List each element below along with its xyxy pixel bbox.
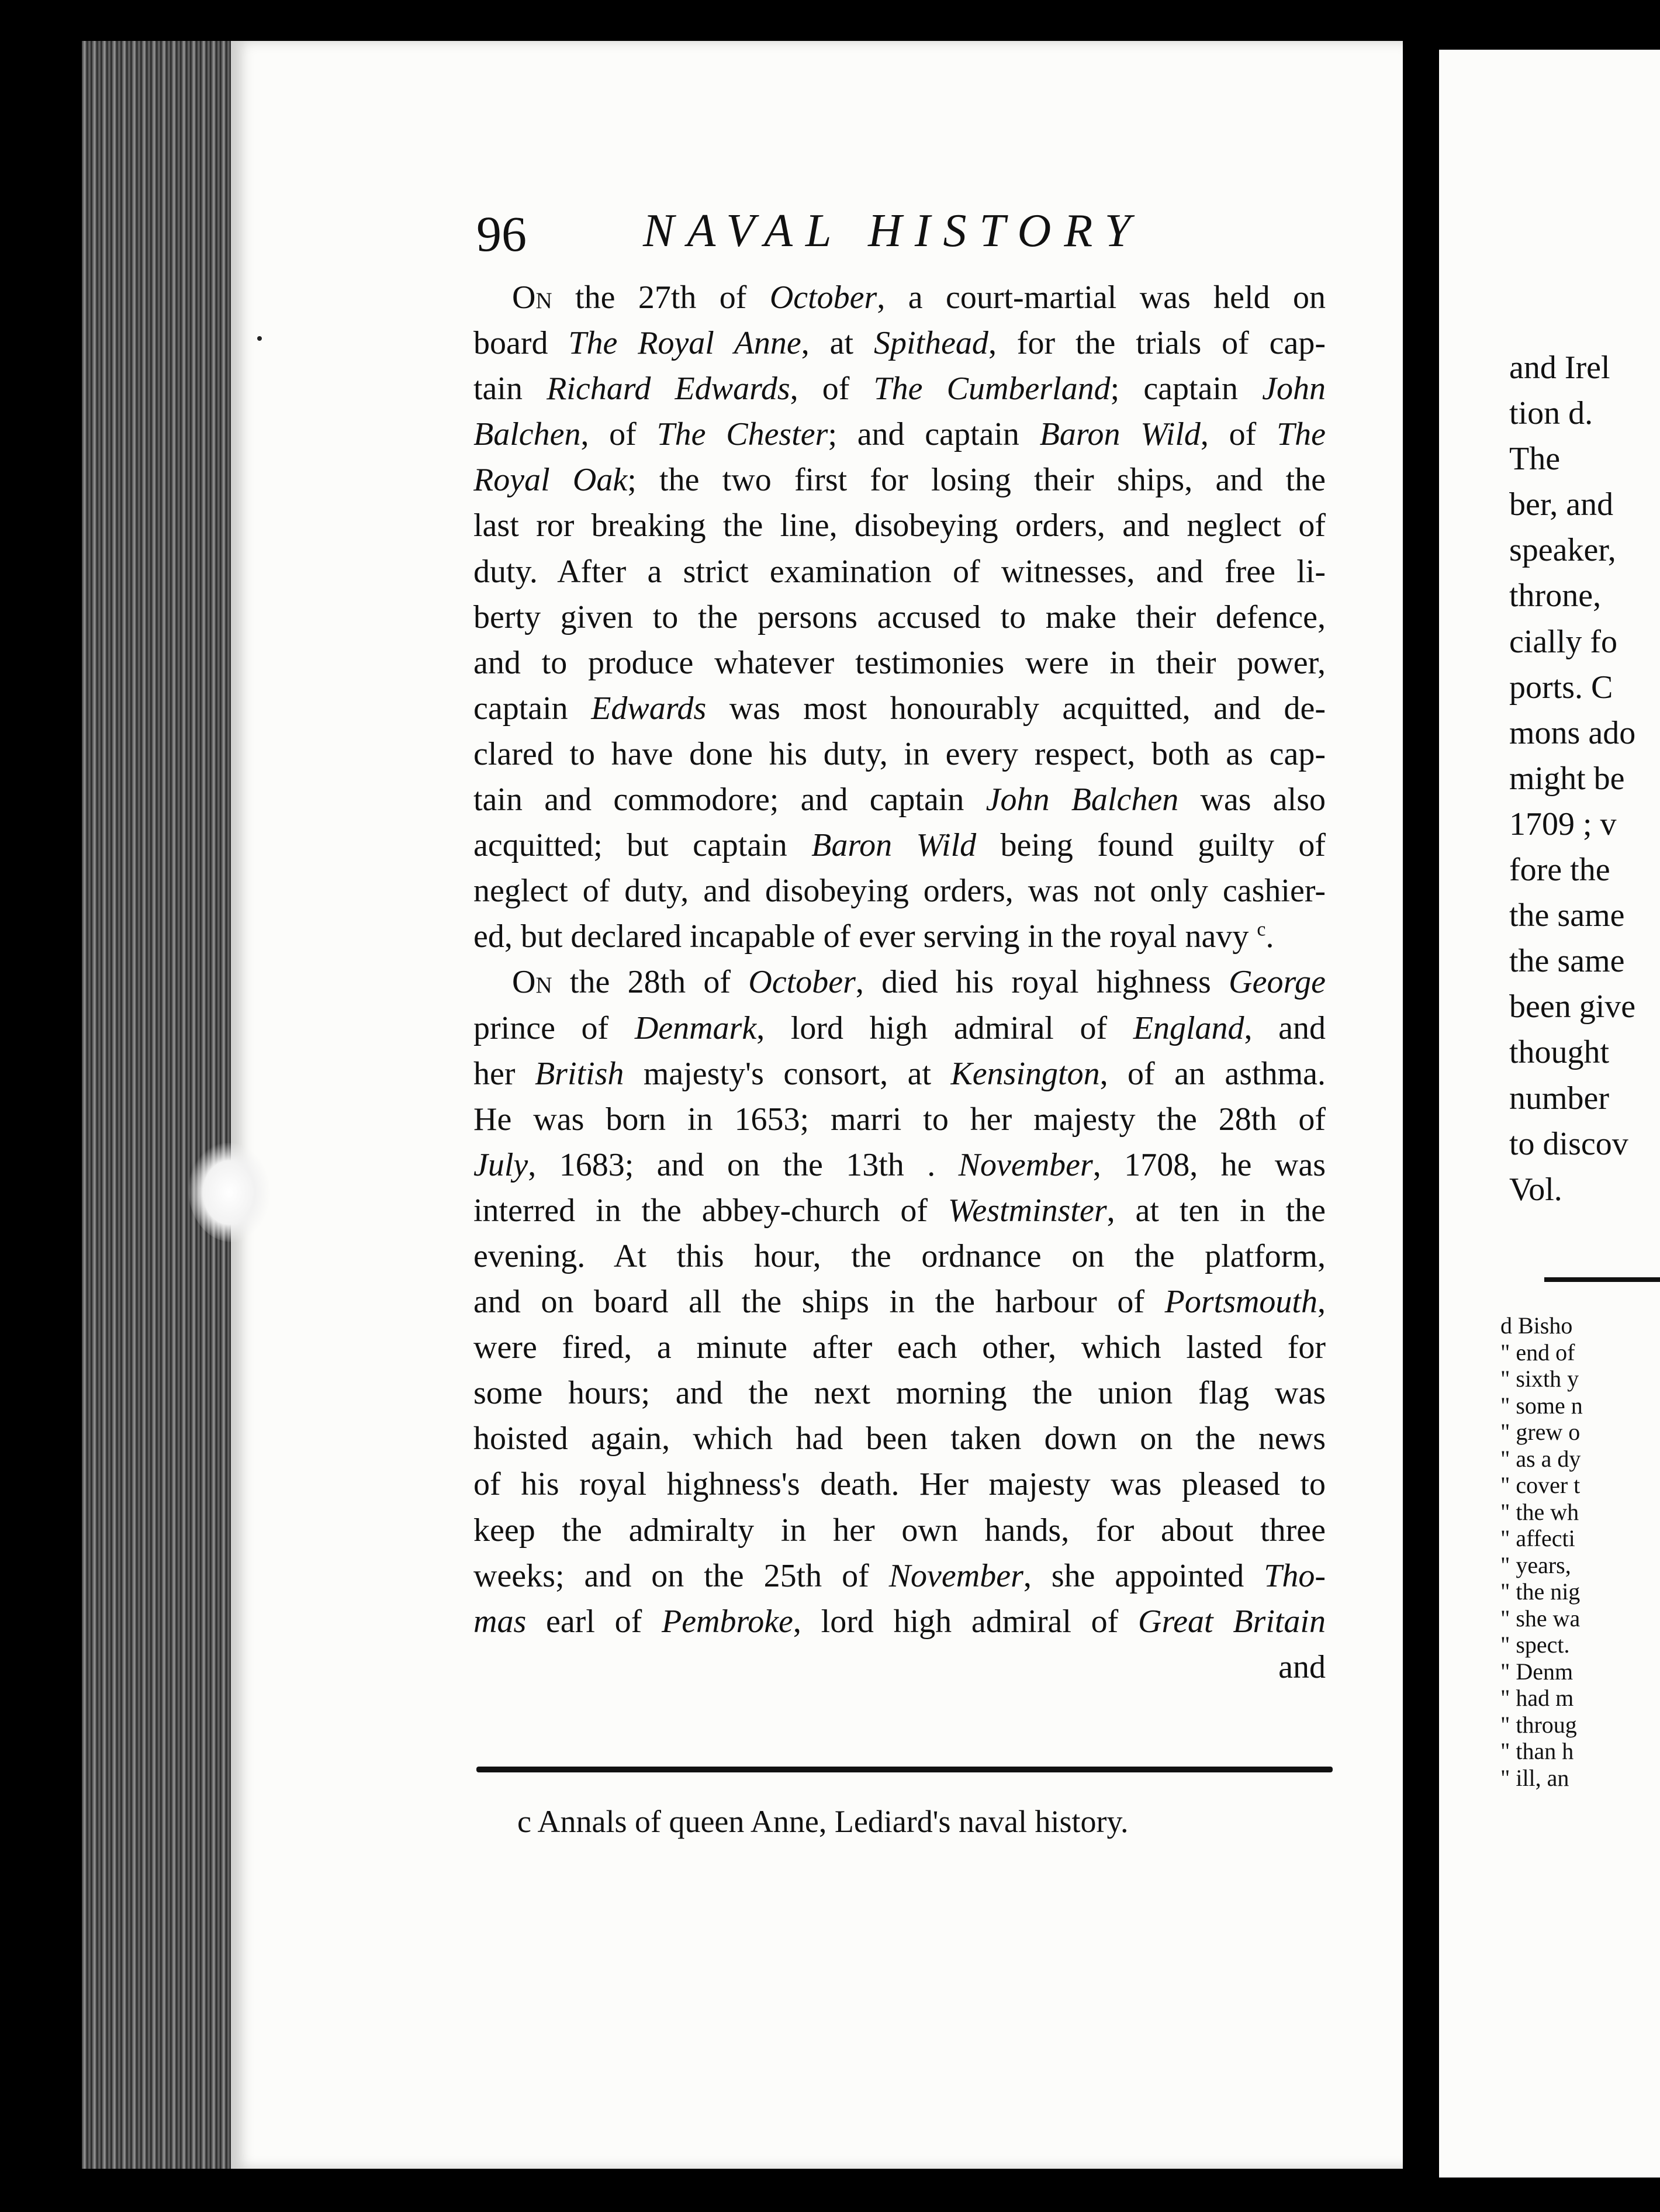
right-page-line: tion d. bbox=[1509, 395, 1593, 432]
text-run: ; captain bbox=[1110, 371, 1263, 407]
text-run: weeks; and on the 25th of bbox=[473, 1557, 889, 1594]
text-run: were fired, a minute after each other, which lasted for bbox=[473, 1329, 1326, 1366]
text-run: majesty's consort, at bbox=[624, 1055, 951, 1092]
text-run: captain bbox=[473, 690, 592, 727]
text-line bbox=[473, 1279, 1326, 1325]
right-page-footnotes bbox=[1500, 1312, 1660, 1791]
text-run: earl of bbox=[526, 1603, 662, 1640]
right-page-note-line: " affecti bbox=[1500, 1525, 1575, 1551]
text-run: , a court-martial was held on bbox=[877, 279, 1326, 316]
text-run: , at bbox=[801, 325, 874, 362]
text-run: ed, but declared incapable of ever serving in the royal navy bbox=[473, 918, 1257, 955]
right-page-note-line: " Denm bbox=[1500, 1658, 1573, 1685]
text-run: On bbox=[512, 964, 552, 1001]
right-page-note-line: " cover t bbox=[1500, 1472, 1581, 1498]
text-line bbox=[473, 731, 1326, 777]
text-run: , for the trials of cap- bbox=[988, 325, 1326, 362]
right-page-line: might be bbox=[1509, 760, 1625, 797]
text-run: ; the two first for losing their ships, and the bbox=[627, 462, 1326, 499]
text-run: and on board all the ships in the harbour of bbox=[473, 1284, 1165, 1321]
right-page-line: the same bbox=[1509, 943, 1625, 980]
text-run: keep the admiralty in her own hands, for about three bbox=[473, 1512, 1326, 1549]
text-line bbox=[473, 1599, 1326, 1644]
italic-run: The Chester bbox=[656, 416, 828, 453]
italic-run: Edwards bbox=[591, 690, 707, 727]
italic-run: Richard Edwards bbox=[547, 371, 790, 407]
page-gutter bbox=[1403, 0, 1439, 2212]
text-run: clared to have done his duty, in every respect, both as cap- bbox=[473, 735, 1326, 772]
text-run: her bbox=[473, 1055, 535, 1092]
text-run: , 1683; and on the 13th . bbox=[528, 1146, 959, 1183]
footnote-marker: c bbox=[1257, 918, 1266, 941]
right-page-line: ber, and bbox=[1509, 486, 1614, 523]
text-run: hoisted again, which had been taken down on the news bbox=[473, 1420, 1326, 1457]
text-run: and bbox=[1278, 1648, 1326, 1685]
text-run: , 1708, he was bbox=[1092, 1146, 1326, 1183]
right-page-line: Vol. bbox=[1509, 1171, 1562, 1208]
text-run: On bbox=[512, 279, 552, 316]
italic-run: England bbox=[1133, 1010, 1244, 1046]
text-line bbox=[473, 595, 1326, 640]
text-run: , and bbox=[1244, 1010, 1326, 1046]
text-line bbox=[473, 412, 1326, 457]
text-run: and to produce whatever testimonies were in their power, bbox=[473, 644, 1326, 681]
right-page-footnote-rule bbox=[1544, 1277, 1660, 1282]
right-page-line: number bbox=[1509, 1080, 1610, 1117]
text-run: some hours; and the next morning the union flag was bbox=[473, 1375, 1326, 1412]
text-run: was most honourably acquitted, and de- bbox=[706, 690, 1326, 727]
italic-run: Balchen bbox=[473, 416, 581, 453]
text-line bbox=[473, 777, 1326, 822]
text-line bbox=[473, 822, 1326, 868]
italic-run: The bbox=[1276, 416, 1326, 453]
text-run: , of bbox=[1200, 416, 1277, 453]
text-line bbox=[473, 320, 1326, 366]
italic-run: Baron Wild bbox=[811, 827, 977, 864]
text-run: prince of bbox=[473, 1010, 635, 1046]
italic-run: Denmark bbox=[634, 1010, 757, 1046]
text-line bbox=[473, 640, 1326, 686]
italic-run: Royal Oak bbox=[473, 462, 628, 499]
text-run: tain and commodore; and captain bbox=[473, 782, 986, 818]
italic-run: mas bbox=[473, 1603, 527, 1640]
italic-run: October bbox=[748, 964, 856, 1001]
text-run: duty. After a strict examination of witnesses, and free li- bbox=[473, 553, 1326, 590]
text-run: , of bbox=[790, 371, 874, 407]
italic-run: Baron Wild bbox=[1039, 416, 1201, 453]
text-run: last ror breaking the line, disobeying orders, and neglect of bbox=[473, 507, 1326, 544]
text-run: berty given to the persons accused to make their defence, bbox=[473, 599, 1326, 635]
body-text bbox=[473, 275, 1326, 1690]
italic-run: The Cumberland bbox=[873, 371, 1111, 407]
italic-run: British bbox=[534, 1055, 624, 1092]
right-page-line: been give bbox=[1509, 989, 1636, 1025]
right-page-line: mons ado bbox=[1509, 714, 1636, 751]
text-line bbox=[473, 1553, 1326, 1599]
italic-run: Kensington bbox=[950, 1055, 1100, 1092]
right-page-line: 1709 ; v bbox=[1509, 806, 1617, 842]
text-line bbox=[473, 686, 1326, 731]
text-line bbox=[473, 1416, 1326, 1461]
text-line bbox=[473, 868, 1326, 914]
italic-run: John bbox=[1262, 371, 1326, 407]
right-page-text bbox=[1509, 345, 1660, 1212]
right-page-note-line: " had m bbox=[1500, 1685, 1574, 1711]
text-run: , died his royal highness bbox=[855, 964, 1229, 1001]
right-page-note-line: " she wa bbox=[1500, 1605, 1581, 1632]
italic-run: November bbox=[888, 1557, 1023, 1594]
text-line bbox=[473, 1233, 1326, 1279]
right-page-note-line: " years, bbox=[1500, 1551, 1571, 1578]
italic-run: Spithead bbox=[873, 325, 988, 362]
text-run: acquitted; but captain bbox=[473, 827, 812, 864]
text-run: , she appointed bbox=[1023, 1557, 1264, 1594]
right-page bbox=[1439, 50, 1660, 2178]
right-page-line: thought bbox=[1509, 1034, 1610, 1071]
text-line bbox=[473, 1097, 1326, 1142]
text-run: , lord high admiral of bbox=[756, 1010, 1133, 1046]
italic-run: Great Britain bbox=[1138, 1603, 1326, 1640]
right-page-line: ports. C bbox=[1509, 669, 1613, 706]
text-run: tain bbox=[473, 371, 547, 407]
text-run: , of bbox=[580, 416, 657, 453]
right-page-note-line: " than h bbox=[1500, 1738, 1574, 1764]
footnote-rule bbox=[476, 1767, 1333, 1772]
italic-run: July bbox=[473, 1146, 528, 1183]
text-line bbox=[473, 457, 1326, 503]
text-line bbox=[473, 1508, 1326, 1553]
text-run: being found guilty of bbox=[976, 827, 1326, 864]
italic-run: Tho- bbox=[1264, 1557, 1326, 1594]
text-line bbox=[473, 959, 1326, 1005]
right-page-note-line: " the nig bbox=[1500, 1578, 1581, 1605]
text-run: , bbox=[1317, 1284, 1326, 1321]
right-page-line: speaker, bbox=[1509, 532, 1616, 569]
text-line bbox=[473, 1005, 1326, 1051]
right-page-note-line: " grew o bbox=[1500, 1419, 1581, 1445]
right-page-note-line: " some n bbox=[1500, 1392, 1583, 1419]
text-run: interred in the abbey-church of bbox=[473, 1192, 948, 1229]
right-page-line: throne, bbox=[1509, 578, 1602, 614]
italic-run: November bbox=[958, 1146, 1093, 1183]
italic-run: John Balchen bbox=[985, 782, 1179, 818]
italic-run: Westminster bbox=[947, 1192, 1107, 1229]
footnote: c Annals of queen Anne, Lediard's naval history. bbox=[517, 1804, 1129, 1839]
text-run: , lord high admiral of bbox=[793, 1603, 1139, 1640]
right-page-line: fore the bbox=[1509, 852, 1610, 889]
text-run: ; and captain bbox=[828, 416, 1040, 453]
right-page-note-line: d Bisho bbox=[1500, 1312, 1573, 1339]
right-page-note-line: " as a dy bbox=[1500, 1445, 1581, 1472]
text-line bbox=[473, 503, 1326, 548]
text-run: , at ten in the bbox=[1106, 1192, 1326, 1229]
right-page-note-line: " the wh bbox=[1500, 1498, 1579, 1525]
text-run: the 28th of bbox=[552, 964, 749, 1001]
right-page-line: The bbox=[1509, 441, 1561, 478]
text-run: He was born in 1653; marri to her majesty the 28th of bbox=[473, 1101, 1326, 1138]
text-run: board bbox=[473, 325, 569, 362]
running-title: NAVAL HISTORY bbox=[643, 205, 1144, 257]
book-spine bbox=[82, 41, 234, 2169]
right-page-note-line: " sixth y bbox=[1500, 1366, 1579, 1392]
text-run: evening. At this hour, the ordnance on the platform, bbox=[473, 1238, 1326, 1274]
text-run: , of an asthma. bbox=[1099, 1055, 1326, 1092]
text-line bbox=[473, 275, 1326, 320]
text-run: neglect of duty, and disobeying orders, was not only cashier- bbox=[473, 873, 1326, 910]
italic-run: Portsmouth bbox=[1164, 1284, 1317, 1321]
text-line bbox=[473, 1188, 1326, 1233]
text-run: . bbox=[1265, 918, 1274, 955]
text-run: of his royal highness's death. Her majesty was pleased to bbox=[473, 1466, 1326, 1503]
right-page-line: cially fo bbox=[1509, 623, 1618, 660]
text-run: was also bbox=[1178, 782, 1326, 818]
italic-run: Pembroke bbox=[661, 1603, 793, 1640]
right-page-line: and Irel bbox=[1509, 350, 1610, 386]
text-line bbox=[473, 1325, 1326, 1370]
text-line bbox=[473, 1051, 1326, 1097]
right-page-line: the same bbox=[1509, 897, 1625, 934]
italic-run: The Royal Anne bbox=[568, 325, 801, 362]
ink-speck bbox=[257, 336, 262, 341]
text-line bbox=[473, 1370, 1326, 1416]
text-run: the 27th of bbox=[552, 279, 770, 316]
right-page-note-line: " ill, an bbox=[1500, 1764, 1569, 1791]
page-number: 96 bbox=[476, 206, 527, 262]
right-page-line: to discov bbox=[1509, 1125, 1628, 1162]
text-line bbox=[473, 549, 1326, 595]
text-line bbox=[473, 1461, 1326, 1507]
right-page-note-line: " throug bbox=[1500, 1711, 1577, 1738]
text-line bbox=[473, 1142, 1326, 1188]
right-page-note-line: " spect. bbox=[1500, 1632, 1570, 1658]
text-line bbox=[473, 914, 1326, 959]
text-line bbox=[473, 1644, 1326, 1690]
italic-run: October bbox=[769, 279, 877, 316]
text-line bbox=[473, 366, 1326, 412]
italic-run: George bbox=[1229, 964, 1326, 1001]
right-page-note-line: " end of bbox=[1500, 1339, 1575, 1366]
